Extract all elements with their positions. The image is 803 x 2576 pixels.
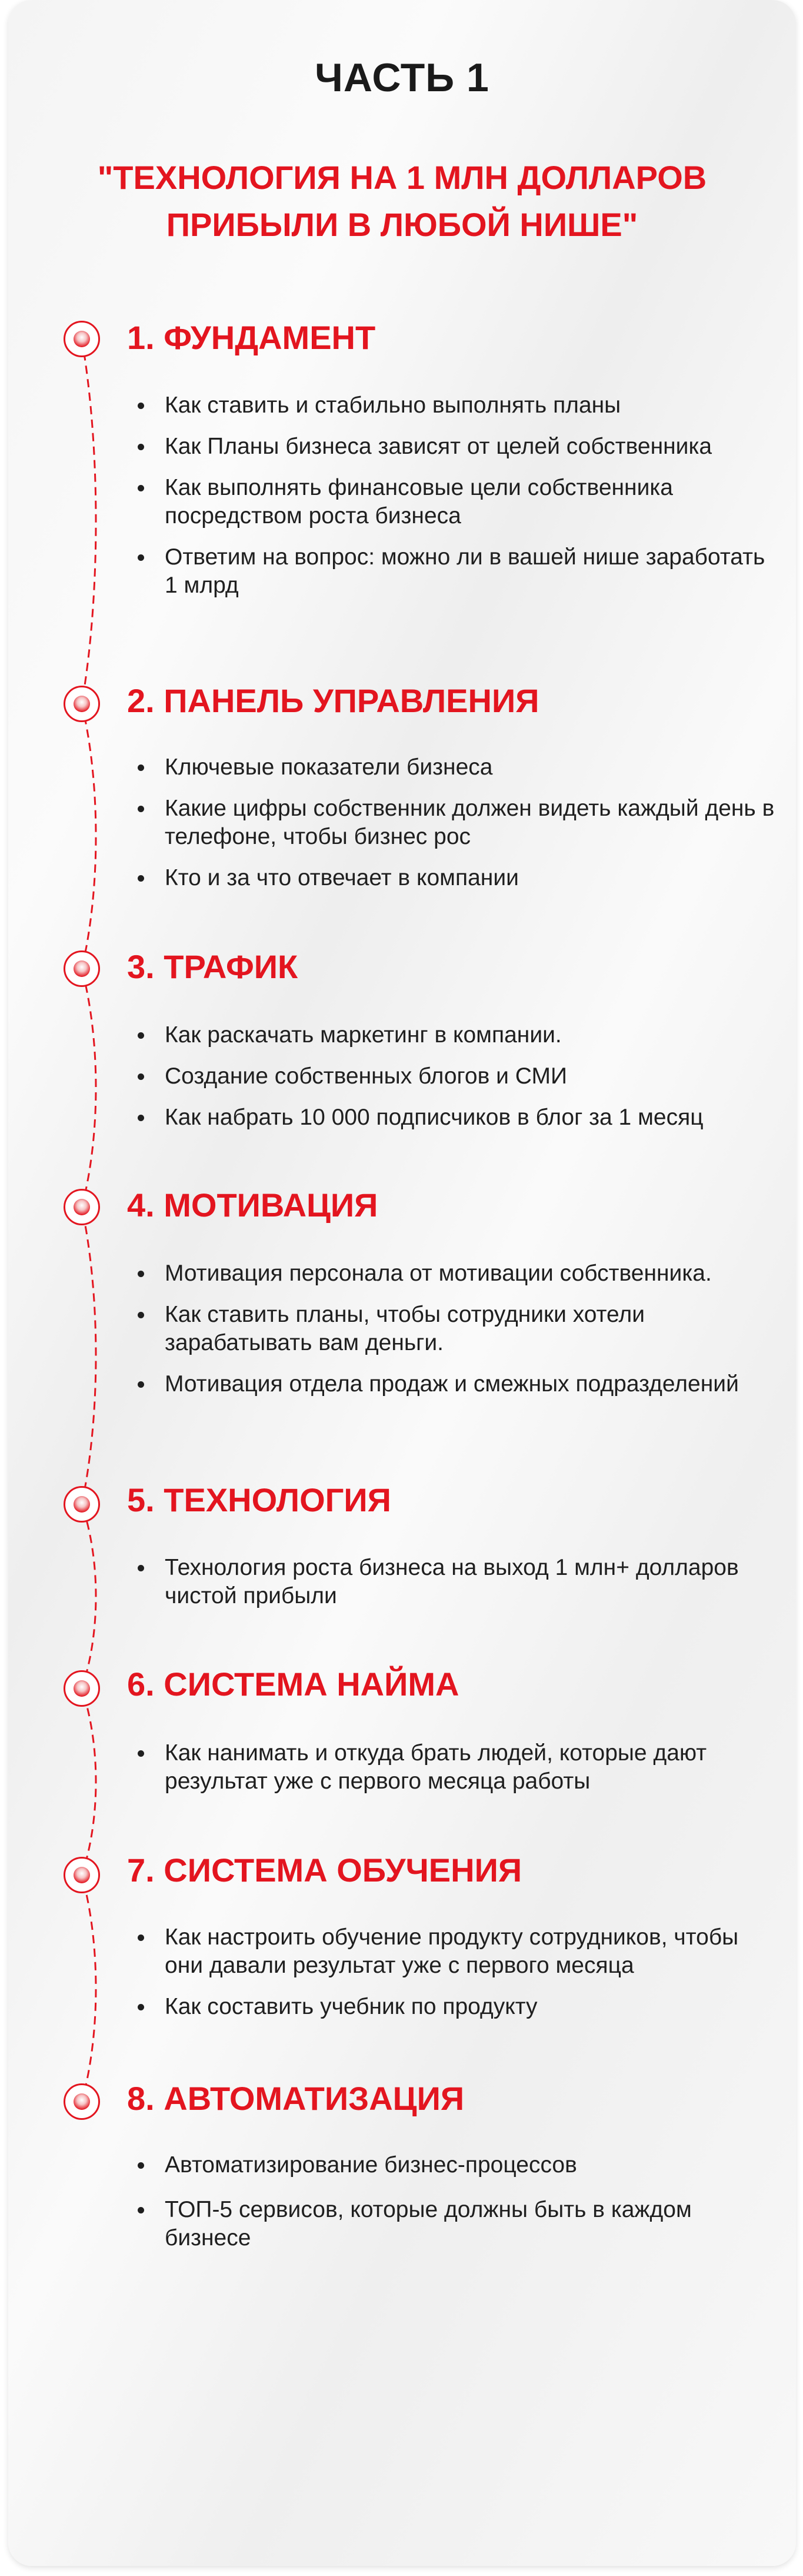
timeline-marker-icon [64,1670,100,1707]
section-bullet-list [127,1259,780,1411]
marker-dot [74,1496,90,1513]
section-title: 4. МОТИВАЦИЯ [127,1186,378,1224]
timeline-marker-icon [64,950,100,987]
bullet-item: Кто и за что отвечает в компании [127,864,780,892]
section-bullet-list [127,753,780,905]
section-title: 7. СИСТЕМА ОБУЧЕНИЯ [127,1852,522,1889]
page-title: ЧАСТЬ 1 [315,55,489,100]
marker-dot [74,960,90,977]
section-bullet-list [127,1021,780,1145]
section-bullet-list [127,2151,780,2269]
bullet-item: Технология роста бизнеса на выход 1 млн+ долларов чистой прибыли [127,1554,780,1610]
timeline-marker-icon [64,321,100,357]
bullet-item: Как ставить планы, чтобы сотрудники хотели зарабатывать вам деньги. [127,1301,780,1357]
bullet-item: Как выполнять финансовые цели собственника посредством роста бизнеса [127,474,780,530]
section-title: 5. ТЕХНОЛОГИЯ [127,1481,391,1518]
section-bullet-list [127,1554,780,1623]
bullet-item: Как Планы бизнеса зависят от целей собственника [127,433,780,461]
bullet-item: Создание собственных блогов и СМИ [127,1062,780,1091]
marker-dot [74,696,90,712]
marker-dot [74,1680,90,1697]
marker-dot [74,1199,90,1215]
section-title: 6. СИСТЕМА НАЙМА [127,1666,459,1703]
bullet-item: Мотивация персонала от мотивации собственника. [127,1259,780,1288]
bullet-item: Как набрать 10 000 подписчиков в блог за 1 месяц [127,1103,780,1132]
bullet-item: Как ставить и стабильно выполнять планы [127,391,780,420]
marker-dot [74,1867,90,1883]
bullet-item: Автоматизирование бизнес-процессов [127,2151,780,2179]
bullet-item: ТОП-5 сервисов, которые должны быть в каждом бизнесе [127,2196,780,2252]
timeline-marker-icon [64,1486,100,1523]
section-bullet-list [127,1923,780,2034]
bullet-item: Ответим на вопрос: можно ли в вашей нише заработать 1 млрд [127,543,780,600]
page-subtitle: "ТЕХНОЛОГИЯ НА 1 МЛН ДОЛЛАРОВ ПРИБЫЛИ В ЛЮБОЙ НИШЕ" [97,159,707,243]
bullet-item: Как раскачать маркетинг в компании. [127,1021,780,1049]
section-title: 8. АВТОМАТИЗАЦИЯ [127,2080,465,2117]
timeline-marker-icon [64,2083,100,2120]
timeline-marker-icon [64,1189,100,1225]
section-title: 2. ПАНЕЛЬ УПРАВЛЕНИЯ [127,682,539,719]
section-title: 3. ТРАФИК [127,948,298,985]
program-card [8,0,796,2566]
marker-dot [74,2093,90,2110]
bullet-item: Какие цифры собственник должен видеть каждый день в телефоне, чтобы бизнес рос [127,795,780,851]
section-bullet-list [127,391,780,613]
bullet-item: Как составить учебник по продукту [127,1993,780,2021]
timeline-marker-icon [64,1857,100,1893]
timeline-marker-icon [64,686,100,722]
bullet-item: Как настроить обучение продукту сотрудников, чтобы они давали результат уже с первого месяца [127,1923,780,1980]
bullet-item: Мотивация отдела продаж и смежных подразделений [127,1370,780,1398]
section-title: 1. ФУНДАМЕНТ [127,319,376,356]
bullet-item: Ключевые показатели бизнеса [127,753,780,782]
marker-dot [74,331,90,347]
bullet-item: Как нанимать и откуда брать людей, которые дают результат уже с первого месяца работы [127,1739,780,1796]
section-bullet-list [127,1739,780,1809]
